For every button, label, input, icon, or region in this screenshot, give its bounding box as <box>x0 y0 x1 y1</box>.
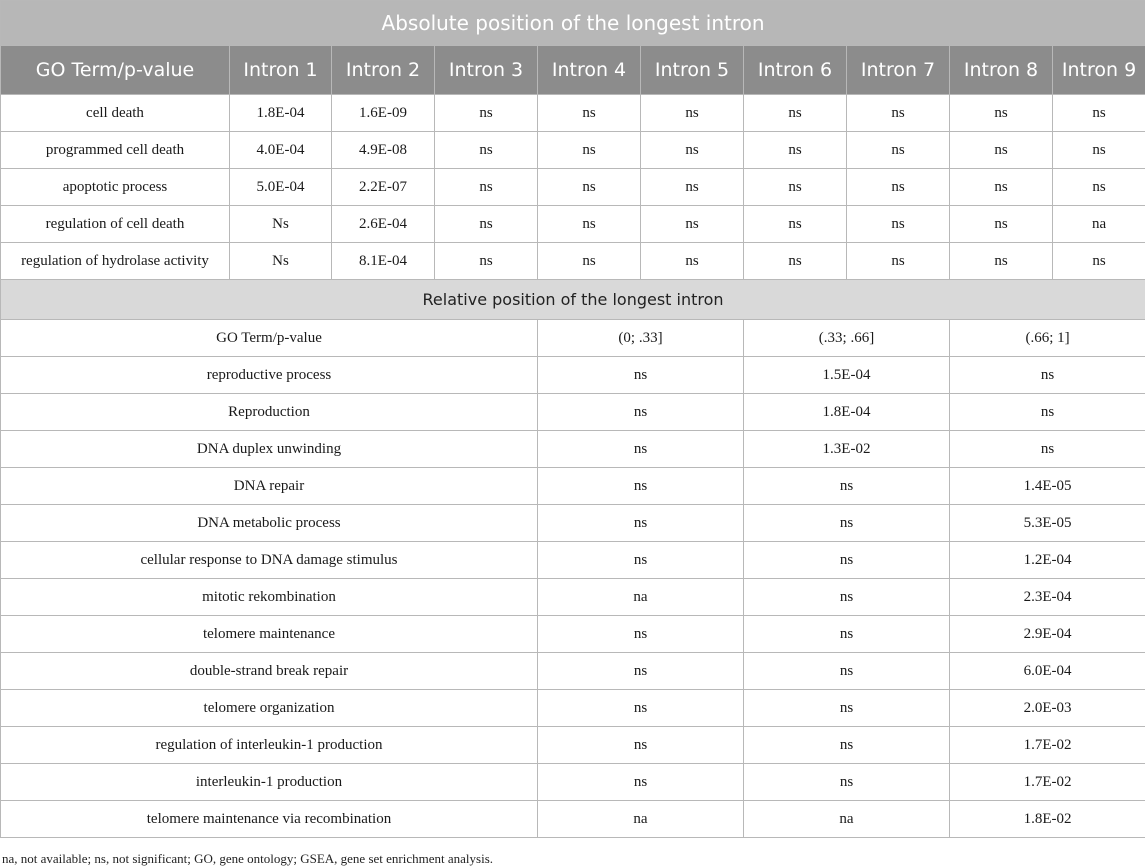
p-value-cell: ns <box>1053 243 1145 280</box>
p-value-cell: 2.0E-03 <box>950 690 1145 727</box>
p-value-cell: ns <box>744 169 847 206</box>
table-row <box>1 505 1145 542</box>
p-value-cell: 5.0E-04 <box>230 169 332 206</box>
column-header-intron-2: Intron 2 <box>332 46 435 95</box>
p-value-cell: ns <box>538 764 744 801</box>
go-term-cell: DNA duplex unwinding <box>1 431 538 468</box>
p-value-cell: ns <box>538 727 744 764</box>
column-header-range: (0; .33] <box>538 320 744 357</box>
p-value-cell: 1.5E-04 <box>744 357 950 394</box>
column-header-intron-5: Intron 5 <box>641 46 744 95</box>
table-row <box>1 727 1145 764</box>
p-value-cell: 1.2E-04 <box>950 542 1145 579</box>
p-value-cell: ns <box>435 206 538 243</box>
table-row <box>1 431 1145 468</box>
table-row <box>1 132 1145 169</box>
p-value-cell: ns <box>847 132 950 169</box>
relative-title: Relative position of the longest intron <box>1 280 1145 320</box>
p-value-cell: ns <box>950 431 1145 468</box>
p-value-cell: ns <box>538 653 744 690</box>
p-value-cell: ns <box>744 727 950 764</box>
absolute-header-row <box>1 46 1145 95</box>
table-row <box>1 357 1145 394</box>
go-term-cell: regulation of cell death <box>1 206 230 243</box>
p-value-cell: ns <box>641 132 744 169</box>
column-header-intron-1: Intron 1 <box>230 46 332 95</box>
p-value-cell: ns <box>1053 132 1145 169</box>
p-value-cell: ns <box>538 431 744 468</box>
go-term-cell: double-strand break repair <box>1 653 538 690</box>
p-value-cell: 1.6E-09 <box>332 95 435 132</box>
column-header-range: (.66; 1] <box>950 320 1145 357</box>
p-value-cell: 1.8E-04 <box>230 95 332 132</box>
table-row <box>1 653 1145 690</box>
table-row <box>1 394 1145 431</box>
p-value-cell: ns <box>744 243 847 280</box>
p-value-cell: ns <box>744 468 950 505</box>
p-value-cell: ns <box>641 169 744 206</box>
table-row <box>1 206 1145 243</box>
p-value-cell: ns <box>847 169 950 206</box>
column-header-go-term: GO Term/p-value <box>1 320 538 357</box>
go-term-cell: telomere maintenance <box>1 616 538 653</box>
p-value-cell: na <box>538 801 744 838</box>
p-value-cell: ns <box>950 132 1053 169</box>
p-value-cell: ns <box>950 243 1053 280</box>
go-term-cell: interleukin-1 production <box>1 764 538 801</box>
table-row <box>1 801 1145 838</box>
relative-header-row <box>1 320 1145 357</box>
absolute-title: Absolute position of the longest intron <box>1 1 1145 46</box>
p-value-cell: 6.0E-04 <box>950 653 1145 690</box>
p-value-cell: 1.4E-05 <box>950 468 1145 505</box>
p-value-cell: 8.1E-04 <box>332 243 435 280</box>
go-term-cell: Reproduction <box>1 394 538 431</box>
p-value-cell: ns <box>641 206 744 243</box>
p-value-cell: na <box>1053 206 1145 243</box>
p-value-cell: ns <box>538 132 641 169</box>
p-value-cell: Ns <box>230 206 332 243</box>
p-value-cell: ns <box>744 542 950 579</box>
table-row <box>1 616 1145 653</box>
table-row <box>1 542 1145 579</box>
table-row <box>1 95 1145 132</box>
p-value-cell: ns <box>538 169 641 206</box>
p-value-cell: Ns <box>230 243 332 280</box>
p-value-cell: ns <box>744 764 950 801</box>
p-value-cell: ns <box>950 206 1053 243</box>
p-value-cell: ns <box>641 243 744 280</box>
go-term-cell: apoptotic process <box>1 169 230 206</box>
go-term-cell: regulation of interleukin-1 production <box>1 727 538 764</box>
p-value-cell: na <box>744 801 950 838</box>
p-value-cell: ns <box>538 468 744 505</box>
table-row <box>1 579 1145 616</box>
p-value-cell: ns <box>538 542 744 579</box>
p-value-cell: ns <box>950 394 1145 431</box>
absolute-title-row <box>1 1 1145 46</box>
p-value-cell: ns <box>847 95 950 132</box>
table-row <box>1 764 1145 801</box>
p-value-cell: ns <box>435 169 538 206</box>
p-value-cell: 1.8E-04 <box>744 394 950 431</box>
p-value-cell: ns <box>538 616 744 653</box>
go-term-cell: mitotic rekombination <box>1 579 538 616</box>
p-value-cell: ns <box>744 616 950 653</box>
go-term-cell: reproductive process <box>1 357 538 394</box>
relative-title-row <box>1 280 1145 320</box>
p-value-cell: 1.8E-02 <box>950 801 1145 838</box>
p-value-cell: 2.6E-04 <box>332 206 435 243</box>
go-term-cell: telomere maintenance via recombination <box>1 801 538 838</box>
p-value-cell: ns <box>744 653 950 690</box>
p-value-cell: ns <box>847 243 950 280</box>
p-value-cell: ns <box>847 206 950 243</box>
go-term-cell: cell death <box>1 95 230 132</box>
p-value-cell: 5.3E-05 <box>950 505 1145 542</box>
p-value-cell: ns <box>744 505 950 542</box>
p-value-cell: ns <box>538 505 744 542</box>
p-value-cell: ns <box>538 690 744 727</box>
column-header-range: (.33; .66] <box>744 320 950 357</box>
p-value-cell: ns <box>641 95 744 132</box>
p-value-cell: ns <box>950 357 1145 394</box>
table-row <box>1 243 1145 280</box>
p-value-cell: ns <box>435 243 538 280</box>
table-row <box>1 468 1145 505</box>
p-value-cell: ns <box>744 132 847 169</box>
p-value-cell: ns <box>744 206 847 243</box>
go-term-cell: regulation of hydrolase activity <box>1 243 230 280</box>
p-value-cell: ns <box>1053 169 1145 206</box>
p-value-cell: ns <box>538 357 744 394</box>
p-value-cell: na <box>538 579 744 616</box>
p-value-cell: 1.7E-02 <box>950 727 1145 764</box>
p-value-cell: ns <box>435 95 538 132</box>
p-value-cell: ns <box>744 690 950 727</box>
table-row <box>1 690 1145 727</box>
go-term-cell: DNA repair <box>1 468 538 505</box>
p-value-cell: 2.3E-04 <box>950 579 1145 616</box>
column-header-intron-6: Intron 6 <box>744 46 847 95</box>
go-term-cell: cellular response to DNA damage stimulus <box>1 542 538 579</box>
go-term-cell: telomere organization <box>1 690 538 727</box>
p-value-cell: 1.3E-02 <box>744 431 950 468</box>
p-value-cell: ns <box>538 206 641 243</box>
column-header-go-term: GO Term/p-value <box>1 46 230 95</box>
column-header-intron-7: Intron 7 <box>847 46 950 95</box>
p-value-cell: 2.2E-07 <box>332 169 435 206</box>
p-value-cell: ns <box>744 579 950 616</box>
p-value-cell: 1.7E-02 <box>950 764 1145 801</box>
column-header-intron-4: Intron 4 <box>538 46 641 95</box>
p-value-cell: ns <box>744 95 847 132</box>
p-value-cell: 2.9E-04 <box>950 616 1145 653</box>
p-value-cell: ns <box>1053 95 1145 132</box>
table-row <box>1 169 1145 206</box>
go-term-cell: DNA metabolic process <box>1 505 538 542</box>
p-value-cell: ns <box>538 95 641 132</box>
p-value-cell: ns <box>435 132 538 169</box>
p-value-cell: ns <box>950 95 1053 132</box>
column-header-intron-3: Intron 3 <box>435 46 538 95</box>
p-value-cell: ns <box>950 169 1053 206</box>
p-value-cell: ns <box>538 243 641 280</box>
column-header-intron-9: Intron 9 <box>1053 46 1145 95</box>
p-value-cell: 4.9E-08 <box>332 132 435 169</box>
go-term-cell: programmed cell death <box>1 132 230 169</box>
p-value-cell: ns <box>538 394 744 431</box>
table-footnote: na, not available; ns, not significant; GO, gene ontology; GSEA, gene set enrichment analysis. <box>2 851 494 866</box>
p-value-cell: 4.0E-04 <box>230 132 332 169</box>
column-header-intron-8: Intron 8 <box>950 46 1053 95</box>
